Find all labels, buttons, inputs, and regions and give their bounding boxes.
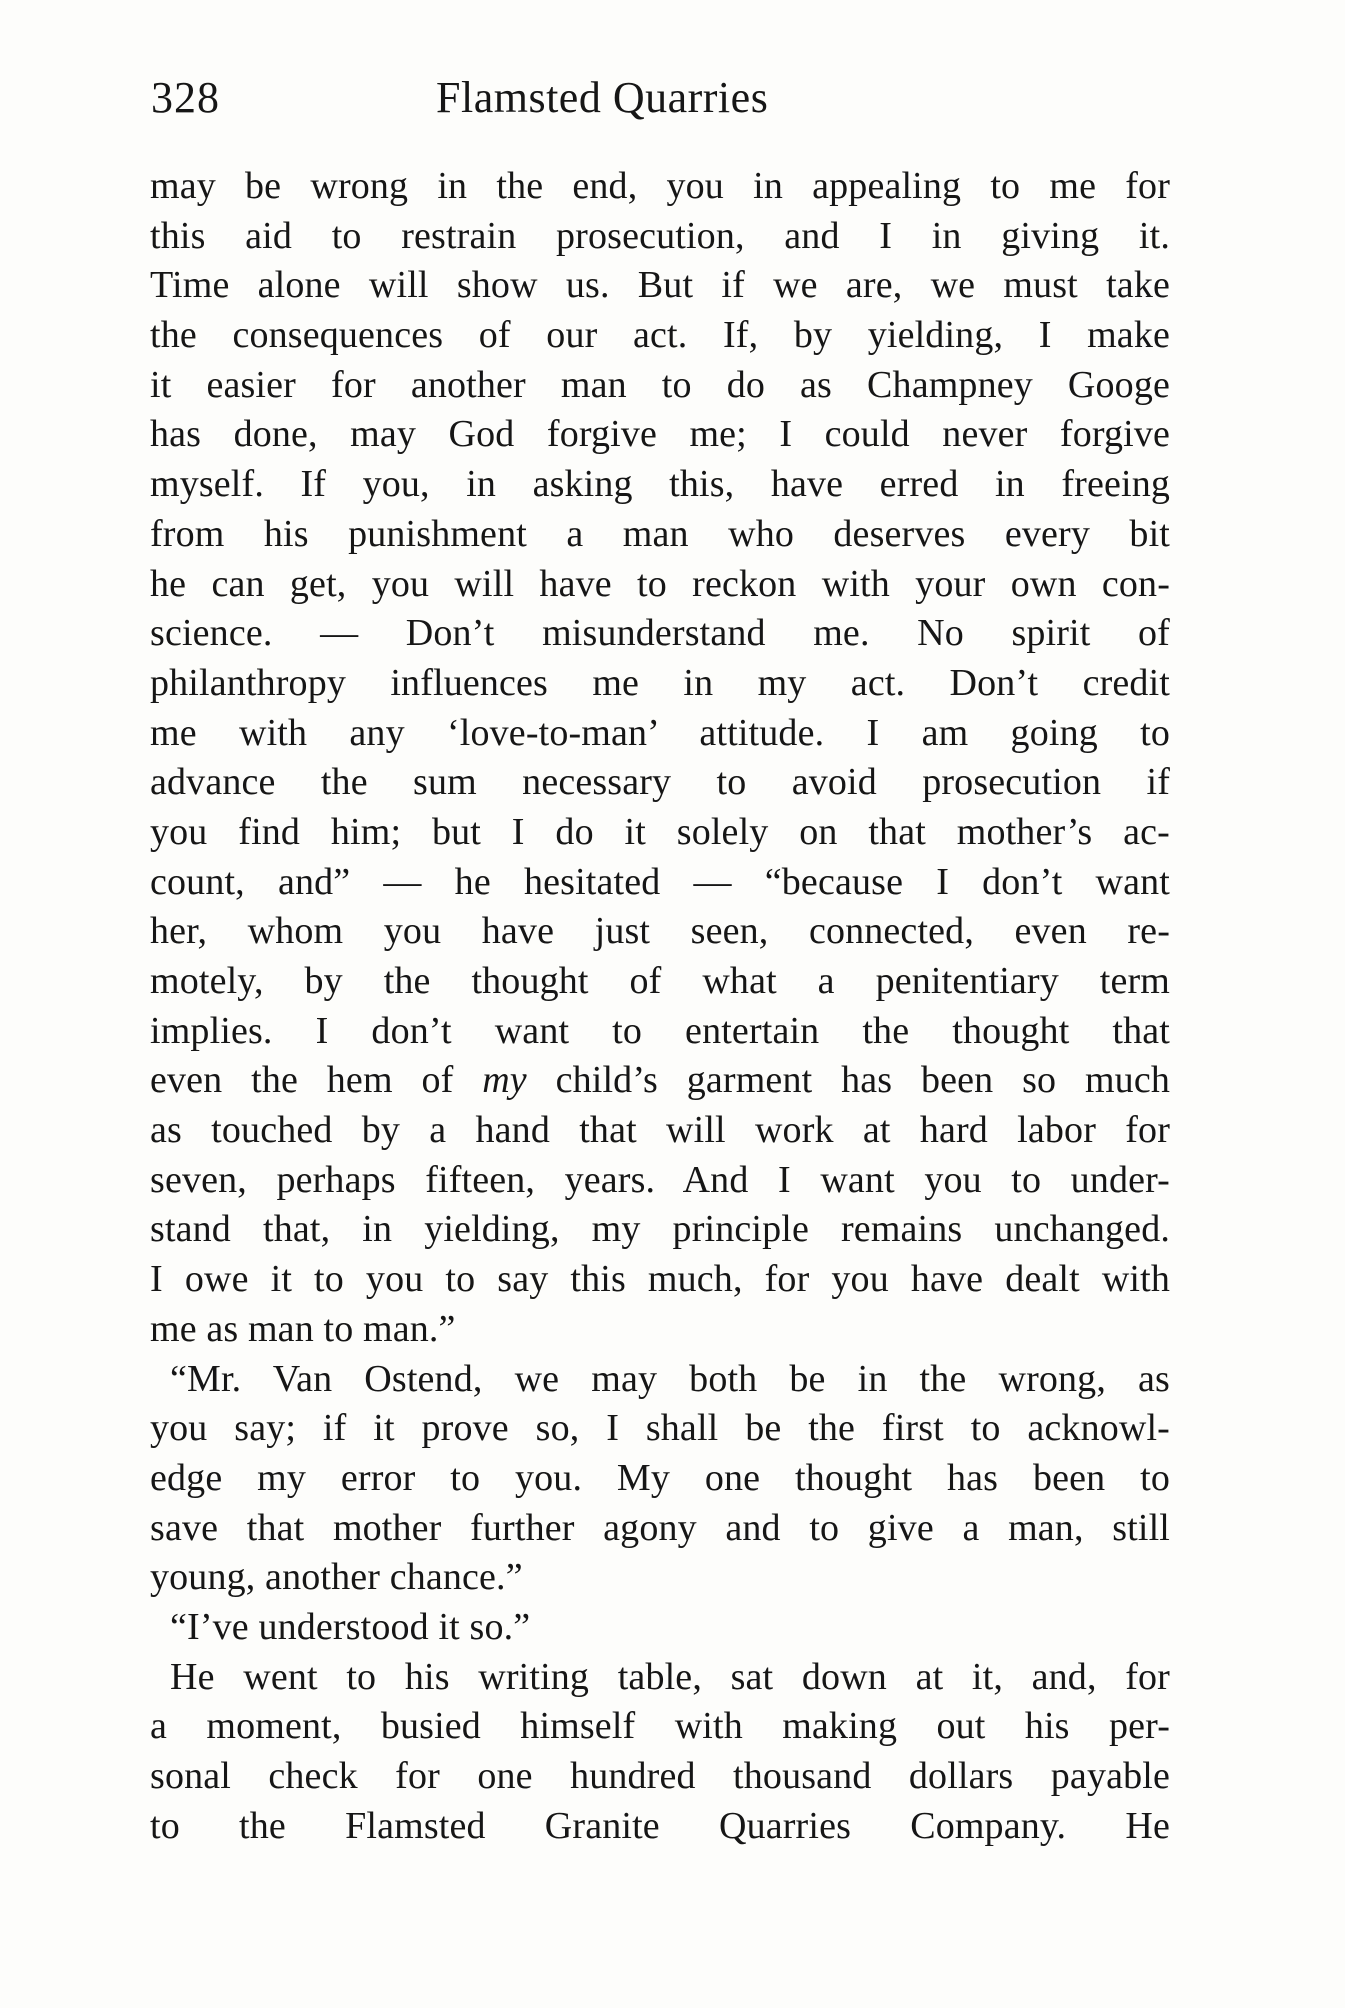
text-line: as touched by a hand that will work at hard labor for [150, 1109, 1170, 1152]
text-line: philanthropy influences me in my act. Don’t credit [150, 661, 1170, 704]
text-segment: child’s garment has been so much [526, 1059, 1170, 1102]
text-line: me with any ‘love-to-man’ attitude. I am going to [150, 711, 1170, 754]
text-line: this aid to restrain prosecution, and I in giving it. [150, 214, 1170, 257]
text-line: to the Flamsted Granite Quarries Company. He [150, 1804, 1170, 1847]
text-line: myself. If you, in asking this, have erred in freeing [150, 463, 1170, 506]
text-line: from his punishment a man who deserves every bit [150, 512, 1170, 555]
text-segment: even the hem of [150, 1059, 483, 1102]
text-line: He went to his writing table, sat down at it, and, for [170, 1655, 1170, 1698]
text-line: Time alone will show us. But if we are, we must take [150, 264, 1170, 307]
text-line: the consequences of our act. If, by yielding, I make [150, 314, 1170, 357]
text-line: “I’ve understood it so.” [170, 1605, 531, 1648]
page-number: 328 [151, 73, 220, 122]
text-line-emphasis [150, 1056, 1170, 1106]
text-line: advance the sum necessary to avoid prosecution if [150, 761, 1170, 804]
text-line: implies. I don’t want to entertain the thought that [150, 1009, 1170, 1052]
text-line: you find him; but I do it solely on that mother’s ac- [150, 810, 1170, 853]
text-line: edge my error to you. My one thought has been to [150, 1456, 1170, 1499]
text-line: I owe it to you to say this much, for you have dealt with [150, 1258, 1170, 1301]
text-line: motely, by the thought of what a penitentiary term [150, 960, 1170, 1002]
text-line: he can get, you will have to reckon with your own con- [150, 562, 1170, 605]
text-line: sonal check for one hundred thousand dollars payable [150, 1755, 1170, 1797]
text-line: has done, may God forgive me; I could never forgive [150, 413, 1170, 456]
text-line: seven, perhaps fifteen, years. And I want you to under- [150, 1158, 1170, 1201]
text-line: me as man to man.” [150, 1307, 456, 1350]
text-line: it easier for another man to do as Champney Googe [150, 363, 1170, 406]
running-title: Flamsted Quarries [436, 73, 769, 122]
page-header [147, 72, 1172, 142]
text-line: stand that, in yielding, my principle remains unchanged. [150, 1208, 1170, 1251]
text-line: her, whom you have just seen, connected, even re- [150, 910, 1170, 953]
text-line: you say; if it prove so, I shall be the first to acknowl- [150, 1407, 1170, 1450]
text-line: “Mr. Van Ostend, we may both be in the wrong, as [170, 1357, 1170, 1400]
text-line: a moment, busied himself with making out his per- [150, 1705, 1170, 1748]
text-line: science. — Don’t misunderstand me. No spirit of [150, 612, 1170, 655]
body-text [150, 162, 1170, 1851]
emphasized-word: my [482, 1059, 527, 1102]
text-line: count, and” — he hesitated — “because I don’t want [150, 860, 1170, 903]
text-line: young, another chance.” [150, 1556, 523, 1599]
text-line: save that mother further agony and to give a man, still [150, 1506, 1170, 1549]
text-line: may be wrong in the end, you in appealing to me for [150, 165, 1170, 207]
